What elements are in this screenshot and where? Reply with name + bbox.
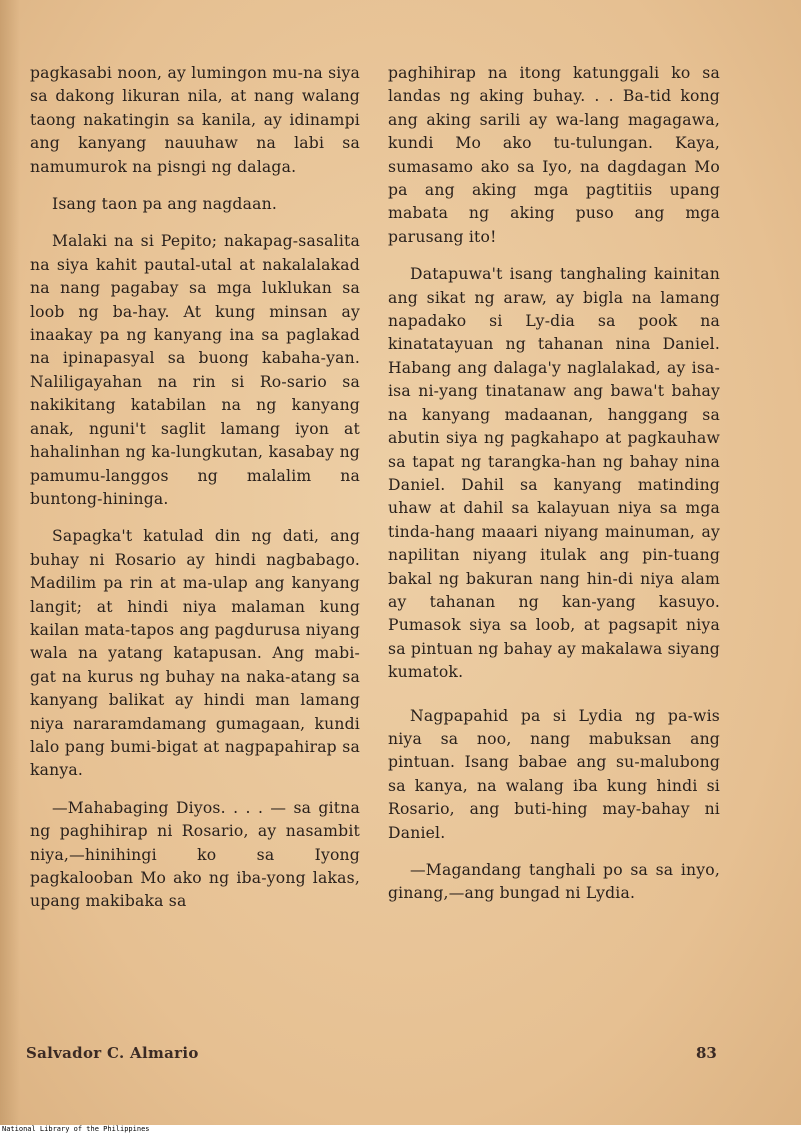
page-spine-shadow	[0, 0, 20, 1125]
left-column	[30, 62, 360, 928]
paragraph: Isang taon pa ang nagdaan.	[52, 195, 278, 214]
library-credit: National Library of the Philippines	[2, 1125, 150, 1133]
paragraph: Datapuwa't isang tanghaling kainitan ang sikat ng araw, ay bigla na lamang napadako si Ly-dia sa pook na kinatatayuan ng tahanan nina Daniel. Habang ang dalaga'y naglalakad, ay isa-isa ni-yang tinatanaw ang bawa't bahay na kanyang madaanan, hanggang sa abutin siya ng pagkahapo at pagkauhaw sa tapat ng tarangka-han ng bahay nina Daniel. Dahil sa kanyang matinding uhaw at dahil sa kalayuan niya sa mga tinda-hang maaari niyang mainuman, ay napilitan niyang itulak ang pin-tuang bakal ng bakuran nang hin-di niya alam ay tahanan ng kan-yang kasuyo. Pumasok siya sa loob, at pagsapit niya sa pintuan ng bahay ay makalawa siyang kumatok.	[388, 265, 720, 682]
paragraph: pagkasabi noon, ay lumingon mu-na siya sa dakong likuran nila, at nang walang taong nakatingin sa kanila, ay idinampi ang kanyang nauuhaw na labi sa namumurok na pisngi ng dalaga.	[30, 64, 360, 176]
paragraph: Sapagka't katulad din ng dati, ang buhay ni Rosario ay hindi nagbabago. Madilim pa rin at ma-ulap ang kanyang langit; at hindi niya malaman kung kailan mata-tapos ang pagdurusa niyang wala na yatang katapusan. Ang mabi-gat na kurus ng buhay na naka-atang sa kanyang balikat ay hindi man lamang niya nararamdamang gumagaan, kundi lalo pang bumi-bigat at nagpapahirap sa kanya.	[30, 527, 360, 780]
right-column	[388, 62, 720, 920]
paragraph: paghihirap na itong katunggali ko sa landas ng aking buhay. . . Ba-tid kong ang aking sarili ay wa-lang magagawa, kundi Mo ako tu-tulungan. Kaya, sumasamo ako sa Iyo, na dagdagan Mo pa ang aking mga pagtitiis upang mabata ng aking puso ang mga parusang ito!	[388, 64, 720, 246]
paragraph: Nagpapahid pa si Lydia ng pa-wis niya sa noo, nang mabuksan ang pintuan. Isang babae ang su-malubong sa kanya, na walang iba kung hindi si Rosario, ang buti-hing may-bahay ni Daniel.	[388, 706, 720, 842]
page-number: 83	[696, 1044, 717, 1062]
paragraph: Malaki na si Pepito; nakapag-sasalita na siya kahit pautal-utal at nakalalakad na nang pagabay sa mga luklukan sa loob ng ba-hay. At kung minsan ay inaakay pa ng kanyang ina sa paglakad na ipinapasyal sa buong kabaha-yan. Naliligayahan na rin si Ro-sario sa nakikitang katabilan na ng kanyang anak, nguni't saglit lamang iyon at hahalinhan ng ka-lungkutan, kasabay ng pamumu-langgos ng malalim na buntong-hininga.	[30, 232, 360, 508]
paragraph: —Mahabaging Diyos. . . . — sa gitna ng paghihirap ni Rosario, ay nasambit niya,—hinihingi ko sa Iyong pagkalooban Mo ako ng iba-yong lakas, upang makibaka sa	[30, 798, 360, 911]
paragraph: —Magandang tanghali po sa sa inyo, ginang,—ang bungad ni Lydia.	[388, 861, 720, 903]
footer-author: Salvador C. Almario	[26, 1044, 199, 1062]
